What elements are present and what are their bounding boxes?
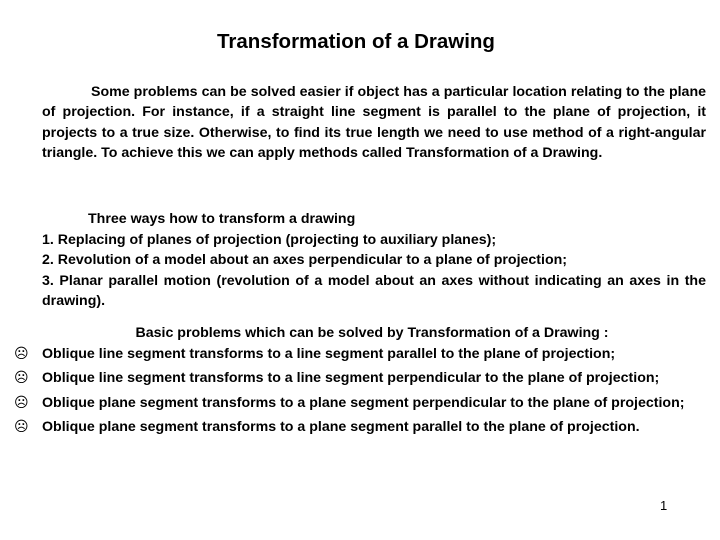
ways-list-item: 2. Revolution of a model about an axes perpendicular to a plane of projection; (42, 252, 568, 269)
list-item (14, 417, 706, 437)
sad-face-icon: ☹ (14, 346, 29, 362)
sad-face-icon: ☹ (14, 418, 29, 435)
basic-problems-heading: Basic problems which can be solved by Transformation of a Drawing : (135, 325, 609, 341)
sad-face-icon: ☹ (14, 370, 29, 387)
slide-title: Transformation of a Drawing (217, 30, 495, 53)
list-item-text: Oblique line segment transforms to a line segment perpendicular to the plane of projection; (42, 370, 660, 387)
list-item (14, 344, 706, 364)
ways-list-item: 3. Planar parallel motion (revolution of a model about an axes without indicating an axes in the drawing). (42, 272, 706, 309)
ways-list (42, 230, 706, 311)
list-item-text: Oblique line segment transforms to a line segment parallel to the plane of projection; (42, 346, 616, 362)
list-item-text: Oblique plane segment transforms to a plane segment perpendicular to the plane of projection; (42, 394, 685, 411)
list-item (14, 393, 706, 413)
page-number: 1 (660, 498, 668, 513)
ways-heading: Three ways how to transform a drawing (88, 211, 356, 227)
basic-problems-list (14, 344, 706, 441)
list-item (14, 368, 706, 388)
sad-face-icon: ☹ (14, 394, 29, 411)
list-item-text: Oblique plane segment transforms to a plane segment parallel to the plane of projection. (42, 418, 640, 435)
intro-paragraph: Some problems can be solved easier if object has a particular location relating to the plane of projection. For instance, if a straight line segment is parallel to the plane of projection, it projects to a true size. Otherwise, to find its true length we need to use method of a right-angular triangle. To achieve this we can apply methods called Transformation of a Drawing. (42, 84, 706, 161)
ways-list-item: 1. Replacing of planes of projection (projecting to auxiliary planes); (42, 232, 497, 248)
